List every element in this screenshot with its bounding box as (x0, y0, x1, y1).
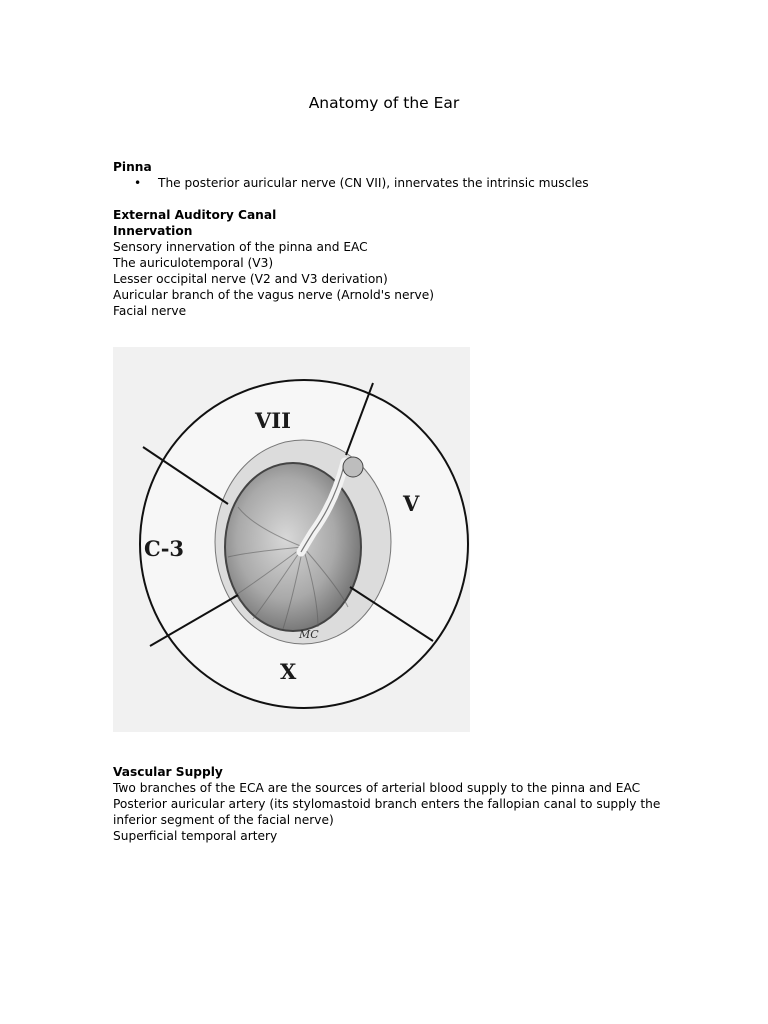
artist-signature: MC (299, 628, 319, 641)
eac-line: Auricular branch of the vagus nerve (Arnold's nerve) (113, 288, 435, 302)
page-title: Anatomy of the Ear (308, 94, 460, 112)
eac-line: Sensory innervation of the pinna and EAC (113, 240, 368, 254)
list-item (113, 175, 673, 191)
pinna-bullet-text: The posterior auricular nerve (CN VII), innervates the intrinsic muscles (158, 176, 589, 190)
vascular-line: Posterior auricular artery (its stylomastoid branch enters the fallopian canal to supply the inferior segment of the facial nerve) (113, 797, 661, 827)
label-v: V (403, 491, 420, 516)
label-x: X (280, 659, 297, 684)
bullet-icon: • (134, 176, 142, 190)
label-c3: C-3 (144, 536, 185, 561)
vascular-line: Two branches of the ECA are the sources of arterial blood supply to the pinna and EAC (113, 781, 641, 795)
innervation-heading: Innervation (113, 224, 193, 238)
vascular-heading: Vascular Supply (113, 765, 223, 779)
eac-line: The auriculotemporal (V3) (113, 256, 274, 270)
eac-line: Facial nerve (113, 304, 187, 318)
ear-innervation-figure (113, 347, 470, 732)
eac-section (113, 207, 673, 319)
vascular-section (113, 764, 673, 844)
eac-heading: External Auditory Canal (113, 208, 277, 222)
vascular-line: Superficial temporal artery (113, 829, 278, 843)
label-vii: VII (255, 408, 291, 433)
pinna-heading: Pinna (113, 160, 152, 174)
pinna-section (113, 159, 673, 191)
ear-diagram (113, 347, 470, 732)
malleus-head (343, 457, 363, 477)
eac-line: Lesser occipital nerve (V2 and V3 derivation) (113, 272, 388, 286)
